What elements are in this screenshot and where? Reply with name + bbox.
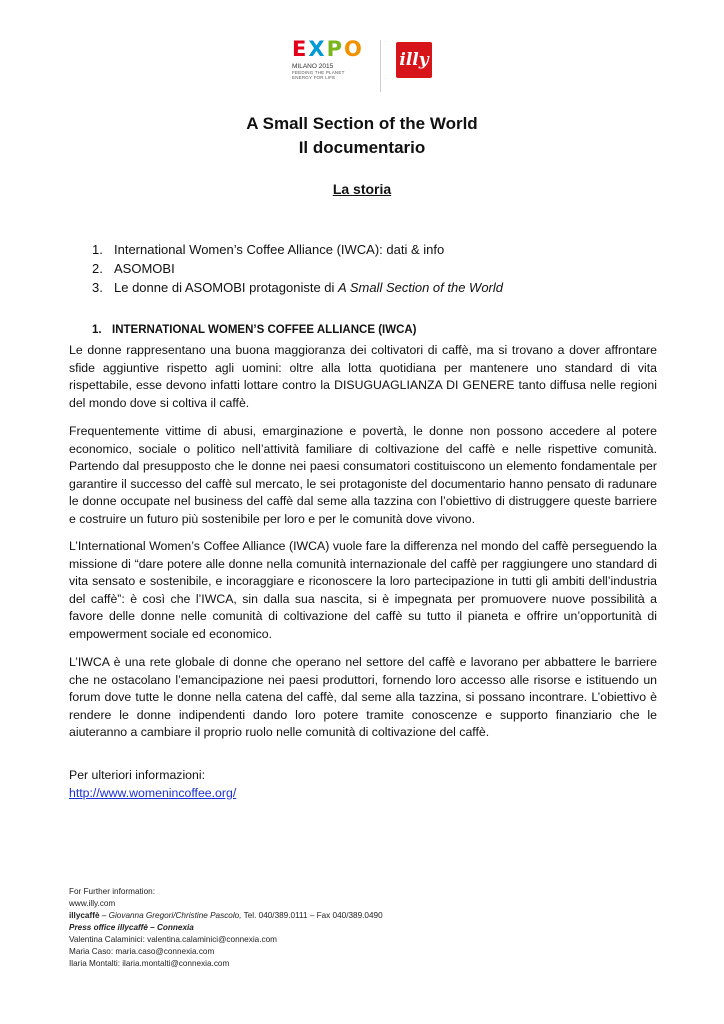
contact-footer xyxy=(69,886,383,970)
expo-logo xyxy=(292,38,372,94)
list-text-main: ASOMOBI xyxy=(114,261,175,276)
expo-city: MILANO 2015 xyxy=(292,63,334,70)
footer-contact: Ilaria Montalti: ilaria.montalti@connexia.com xyxy=(69,959,230,968)
footer-website: www.illy.com xyxy=(69,899,116,908)
section1-heading-text: INTERNATIONAL WOMEN’S COFFEE ALLIANCE (IWCA) xyxy=(112,324,417,336)
paragraph-1: Le donne rappresentano una buona maggioranza dei coltivatori di caffè, ma si trovano a dover affrontare sfide aggiuntive rispetto agli uomini: oltre alla lotta quotidiana per mantenere uno standard di vita rispettabile, esse devono infatti lottare contro la DISUGUAGLIANZA DI GENERE tanto diffusa nelle regioni del mondo dove si coltiva il caffè. xyxy=(69,343,657,410)
more-info-label: Per ulteriori informazioni: xyxy=(69,768,205,782)
list-number: 3. xyxy=(92,280,103,295)
contents-list xyxy=(92,240,652,297)
documentary-title-italic: A Small Section of the World xyxy=(338,280,504,295)
expo-letter: O xyxy=(343,37,362,61)
list-text xyxy=(114,278,503,297)
illy-wordmark: illy xyxy=(399,50,429,70)
more-info xyxy=(69,767,236,802)
footer-contacts: – Giovanna Gregori/Christine Pascolo, xyxy=(99,911,242,920)
footer-press-office xyxy=(69,922,383,934)
footer-company: illycaffè xyxy=(69,911,100,920)
expo-letter: X xyxy=(308,37,325,61)
iwca-website-link[interactable]: http://www.womenincoffee.org/ xyxy=(69,785,237,800)
footer-line: For Further information: xyxy=(69,887,155,896)
list-item xyxy=(92,240,652,259)
footer-contact: Valentina Calaminici: valentina.calaminici@connexia.com xyxy=(69,935,277,944)
list-item xyxy=(92,259,652,278)
list-item xyxy=(92,278,652,297)
footer-line xyxy=(69,910,383,922)
footer-press-office-text: Press office illycaffè – Connexia xyxy=(69,923,194,932)
list-number: 2. xyxy=(92,261,103,276)
expo-letter: P xyxy=(326,37,342,61)
paragraph-2: Frequentemente vittime di abusi, emarginazione e povertà, le donne non possono accedere al potere economico, sociale o politico nell’attività familiare di coltivazione del caffè e nelle rispettive comunità. Partendo dal presupposto che le donne nei paesi consumatori costituiscono un elemento fondamentale per garantire il successo del caffè sul mercato, le sei protagoniste del documentario hanno pensato di radunare le donne occupate nel business del caffè dal seme alla tazzina con l’obiettivo di distruggere queste barriere e costruire un futuro più sostenibile per loro e per le comunità dove vivono. xyxy=(69,424,657,526)
document-subtitle: Il documentario xyxy=(298,138,426,157)
expo-wordmark xyxy=(292,38,372,60)
list-text xyxy=(114,240,444,259)
logo-divider xyxy=(380,40,381,92)
list-number: 1. xyxy=(92,242,103,257)
section-heading: La storia xyxy=(332,181,392,197)
section1-heading xyxy=(92,324,417,336)
footer-phone-fax: Tel. 040/389.0111 – Fax 040/389.0490 xyxy=(241,911,383,920)
list-text-main: Le donne di ASOMOBI protagoniste di xyxy=(114,280,339,295)
list-text-main: International Women’s Coffee Alliance (IWCA): dati & info xyxy=(114,242,445,257)
expo-tagline-1: FEEDING THE PLANET xyxy=(292,70,345,75)
expo-tagline-2: ENERGY FOR LIFE xyxy=(292,75,336,80)
document-title: A Small Section of the World xyxy=(246,114,478,133)
paragraph-3: L’International Women’s Coffee Alliance (IWCA) vuole fare la differenza nel mondo del caffè perseguendo la missione di “dare potere alle donne nella comunità internazionale del caffè per raggiungere uno standard di vita sensato e sostenibile, e incoraggiare e riconoscere la loro partecipazione in tutti gli ambiti dell’industria del caffè”: è così che l’IWCA, sin dalla sua nascita, si è impegnata per promuovere nuove possibilità a favore delle donne nelle comunità di coltivazione del caffè su tutto il pianeta e offrire un’opportunità di empowerment sociale ed economico. xyxy=(69,539,657,641)
expo-letter: E xyxy=(292,37,307,61)
footer-contact: Maria Caso: maria.caso@connexia.com xyxy=(69,947,215,956)
header-logos xyxy=(292,38,442,94)
paragraph-4: L’IWCA è una rete globale di donne che operano nel settore del caffè e lavorano per abbattere le barriere che ne ostacolano l’emancipazione nei paesi produttori, fornendo loro accesso alle risorse e istituendo un forum dove tutte le donne nella catena del caffè, dal seme alla tazzina, si possano incontrare. L’obiettivo è rendere le donne indipendenti dando loro potere tramite conoscenze e supporto finanziario che le aiuteranno a cambiare il proprio ruolo nelle comunità di coltivazione del caffè. xyxy=(69,655,657,740)
list-text xyxy=(114,259,175,278)
section1-number: 1. xyxy=(92,324,102,336)
illy-logo xyxy=(396,42,432,78)
